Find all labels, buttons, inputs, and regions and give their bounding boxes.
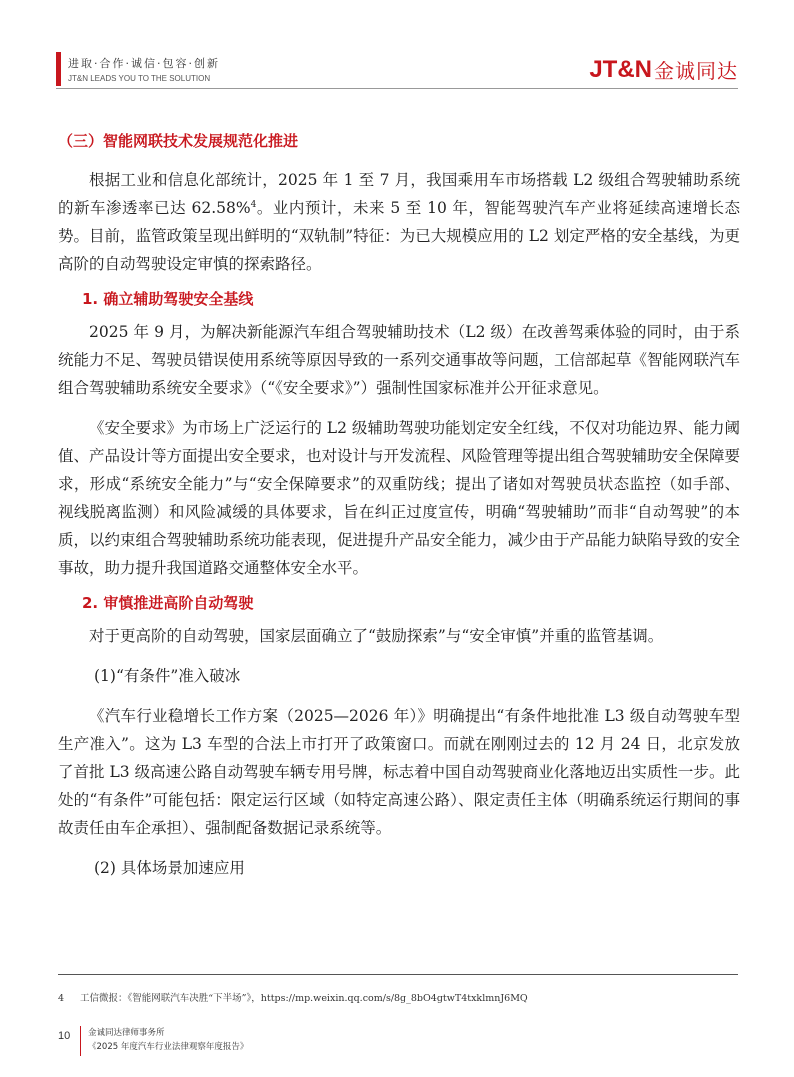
subsection-1-paragraph-1: 2025 年 9 月，为解决新能源汽车组合驾驶辅助技术（L2 级）在改善驾乘体验的同时，由于系统能力不足、驾驶员错误使用系统等原因导致的一系列交通事故等问题，工信部起草《智能网联汽车组合驾驶辅助系统安全要求》（“《安全要求》”）强制性国家标准并公开征求意见。	[58, 323, 741, 397]
header-motto-en: JT&N LEADS YOU TO THE SOLUTION	[68, 74, 211, 83]
intro-text-a: 根据工业和信息化部统计，2025 年 1 至 7 月，我国乘用车市场搭载 L2 级组合驾驶辅助系统的新车渗透率已达 62.58%	[58, 171, 740, 217]
footnote	[58, 990, 528, 1004]
section-title: （三）智能网联技术发展规范化推进	[58, 132, 299, 150]
logo-chinese-text: 金诚同达	[654, 59, 738, 83]
footer-report-title: 《2025 年度汽车行业法律观察年度报告》	[88, 1042, 249, 1052]
logo-latin-text: JT&N	[589, 55, 652, 83]
footer-accent-bar	[80, 1026, 81, 1056]
item-heading-2: (2) 具体场景加速应用	[94, 859, 245, 877]
footnote-divider	[58, 974, 738, 975]
footnote-text: 工信微报：《智能网联汽车决胜“下半场”》，https://mp.weixin.qq.com/s/8g_8bO4gtwT4txklmnJ6MQ	[80, 993, 528, 1004]
item-1-paragraph: 《汽车行业稳增长工作方案（2025—2026 年）》明确提出“有条件地批准 L3 级自动驾驶车型生产准入”。这为 L3 车型的合法上市打开了政策窗口。而就在刚刚过去的 12 月 24 日，北京发放了首批 L3 级高速公路自动驾驶车辆专用号牌，标志着中国自动驾驶商业化落地迈出实质性一步。此处的“有条件”可能包括：限定运行区域（如特定高速公路）、限定责任主体（明确系统运行期间的事故责任由车企承担）、强制配备数据记录系统等。	[58, 707, 740, 837]
subsection-2-paragraph-1: 对于更高阶的自动驾驶，国家层面确立了“鼓励探索”与“安全审慎”并重的监管基调。	[89, 627, 664, 645]
footnote-ref: 4	[250, 199, 257, 210]
page-body	[58, 126, 740, 894]
subsection-title-2: 2. 审慎推进高阶自动驾驶	[82, 594, 254, 612]
intro-paragraph	[58, 166, 740, 278]
subsection-1-paragraph-2: 《安全要求》为市场上广泛运行的 L2 级辅助驾驶功能划定安全红线，不仅对功能边界、能力阈值、产品设计等方面提出安全要求，也对设计与开发流程、风险管理等提出组合驾驶辅助安全保障要求，形成“系统安全能力”与“安全保障要求”的双重防线；提出了诸如对驾驶员状态监控（如手部、视线脱离监测）和风险减缓的具体要求，旨在纠正过度宣传，明确“驾驶辅助”而非“自动驾驶”的本质，以约束组合驾驶辅助系统功能表现，促进提升产品安全能力，减少由于产品能力缺陷导致的安全事故，助力提升我国道路交通整体安全水平。	[58, 419, 741, 577]
firm-logo	[589, 55, 738, 84]
subsection-title-1: 1. 确立辅助驾驶安全基线	[82, 290, 254, 308]
intro-text-b: 。业内预计，未来 5 至 10 年，智能驾驶汽车产业将延续高速增长态势。目前，监管政策呈现出鲜明的“双轨制”特征：为已大规模应用的 L2 划定严格的安全基线，为更高阶的自动驾驶设定审慎的探索路径。	[58, 199, 741, 273]
page-number: 10	[58, 1030, 71, 1042]
footer-firm-name: 金诚同达律师事务所	[88, 1028, 165, 1038]
header-motto: 进取·合作·诚信·包容·创新	[68, 57, 220, 70]
item-heading-1: (1)“有条件”准入破冰	[94, 667, 241, 685]
header-accent-bar	[56, 52, 61, 86]
footnote-number: 4	[58, 993, 65, 1004]
header-divider	[56, 88, 738, 89]
